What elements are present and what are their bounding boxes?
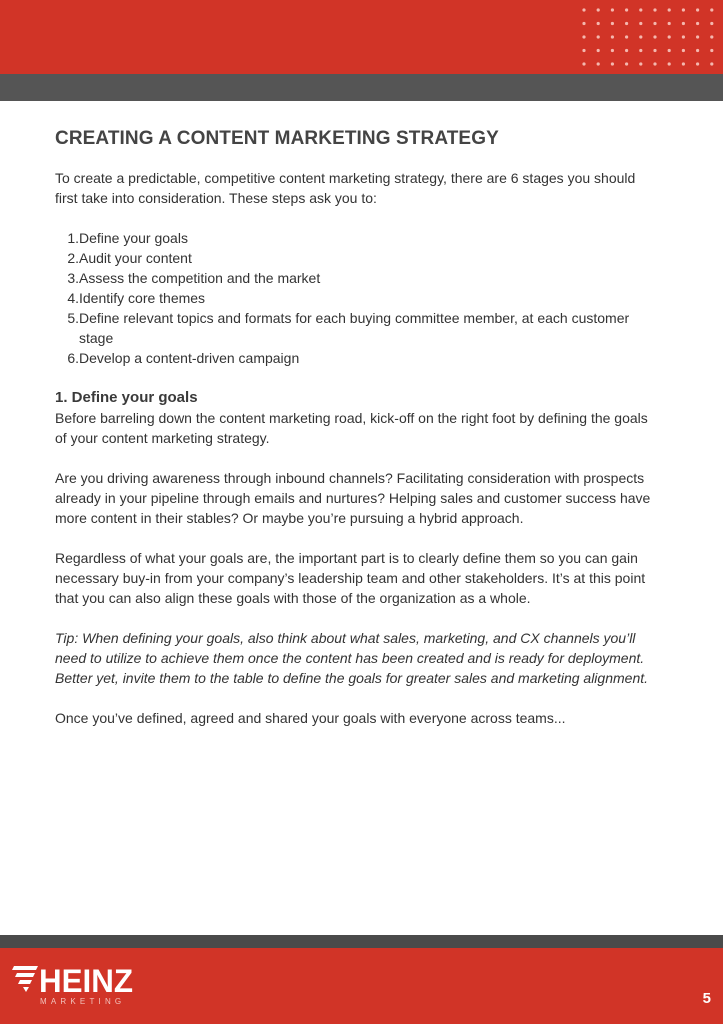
list-item — [55, 308, 655, 348]
steps-list — [55, 228, 655, 368]
section-paragraph-2: Are you driving awareness through inbound channels? Facilitating consideration with prospects already in your pipeline through emails and nurtures? Helping sales and customer success have more content in their stables? Or maybe you’re pursuing a hybrid approach. — [55, 470, 651, 526]
decorative-dot — [611, 62, 614, 65]
decorative-dot — [696, 49, 699, 52]
decorative-dot — [682, 35, 685, 38]
list-item — [55, 248, 655, 268]
decorative-dot — [582, 35, 585, 38]
section-heading: 1. Define your goals — [55, 389, 198, 406]
list-item-text: Audit your content — [79, 250, 192, 266]
decorative-dot — [668, 35, 671, 38]
list-item-text: Define your goals — [79, 230, 188, 246]
list-item — [55, 288, 655, 308]
decorative-dot — [696, 8, 699, 11]
decorative-dot — [625, 62, 628, 65]
section-paragraph-1: Before barreling down the content marketing road, kick-off on the right foot by defining the goals of your content marketing strategy. — [55, 410, 648, 446]
decorative-dot — [668, 8, 671, 11]
list-item-text: Identify core themes — [79, 290, 206, 306]
decorative-dot — [625, 8, 628, 11]
intro-paragraph: To create a predictable, competitive content marketing strategy, there are 6 stages you should first take into consideration. These steps ask you to: — [55, 170, 636, 206]
decorative-dot — [653, 22, 656, 25]
tip-paragraph: Tip: When defining your goals, also think about what sales, marketing, and CX channels you’ll need to utilize to achieve them once the content has been created and is ready for deployment. Better yet, invite them to the table to define the goals for greater sales and marketing alignment. — [55, 630, 649, 686]
decorative-dot — [582, 62, 585, 65]
logo-subtitle: MARKETING — [40, 997, 126, 1006]
decorative-dot — [611, 35, 614, 38]
decorative-dot — [653, 35, 656, 38]
list-item-text: Develop a content-driven campaign — [79, 350, 300, 366]
header-gray-band — [0, 74, 723, 101]
list-item — [55, 348, 655, 368]
decorative-dot — [625, 49, 628, 52]
decorative-dot — [668, 49, 671, 52]
decorative-dot — [710, 62, 713, 65]
page-title: CREATING A CONTENT MARKETING STRATEGY — [55, 128, 499, 149]
decorative-dot — [597, 22, 600, 25]
list-item-text: Assess the competition and the market — [79, 270, 321, 286]
decorative-dot — [611, 49, 614, 52]
decorative-dot — [597, 62, 600, 65]
decorative-dot — [597, 8, 600, 11]
list-item-text: Define relevant topics and formats for each buying committee member, at each customer stage — [79, 310, 630, 346]
decorative-dot — [653, 8, 656, 11]
decorative-dot — [682, 8, 685, 11]
decorative-dot — [582, 8, 585, 11]
decorative-dot — [653, 49, 656, 52]
decorative-dot — [696, 62, 699, 65]
dot-grid-decoration — [578, 4, 718, 70]
decorative-dot — [597, 35, 600, 38]
decorative-dot — [639, 8, 642, 11]
decorative-dot — [639, 49, 642, 52]
decorative-dot — [668, 22, 671, 25]
decorative-dot — [625, 22, 628, 25]
footer-gray-band — [0, 935, 723, 948]
list-item — [55, 228, 655, 248]
decorative-dot — [710, 49, 713, 52]
list-item-number: 3. — [67, 270, 79, 286]
decorative-dot — [639, 35, 642, 38]
decorative-dot — [696, 22, 699, 25]
decorative-dot — [582, 22, 585, 25]
decorative-dot — [639, 22, 642, 25]
logo-mark-icon — [12, 966, 38, 992]
decorative-dot — [653, 62, 656, 65]
decorative-dot — [582, 49, 585, 52]
decorative-dot — [597, 49, 600, 52]
decorative-dot — [710, 8, 713, 11]
decorative-dot — [611, 22, 614, 25]
section-paragraph-4: Once you’ve defined, agreed and shared your goals with everyone across teams... — [55, 710, 566, 726]
decorative-dot — [668, 62, 671, 65]
decorative-dot — [710, 35, 713, 38]
list-item-number: 6. — [67, 350, 79, 366]
decorative-dot — [710, 22, 713, 25]
decorative-dot — [639, 62, 642, 65]
decorative-dot — [625, 35, 628, 38]
list-item-number: 4. — [67, 290, 79, 306]
decorative-dot — [611, 8, 614, 11]
page-number: 5 — [702, 990, 711, 1007]
heinz-marketing-logo — [12, 962, 142, 1008]
list-item-number: 5. — [67, 310, 79, 326]
decorative-dot — [682, 49, 685, 52]
list-item — [55, 268, 655, 288]
page-content — [55, 128, 655, 728]
section-paragraph-3: Regardless of what your goals are, the important part is to clearly define them so you can gain necessary buy-in from your company’s leadership team and other stakeholders. It’s at this point that you can also align these goals with those of the organization as a whole. — [55, 550, 646, 606]
logo-wordmark: HEINZ — [39, 963, 133, 999]
list-item-number: 2. — [67, 250, 79, 266]
decorative-dot — [682, 62, 685, 65]
decorative-dot — [696, 35, 699, 38]
decorative-dot — [682, 22, 685, 25]
list-item-number: 1. — [67, 230, 79, 246]
